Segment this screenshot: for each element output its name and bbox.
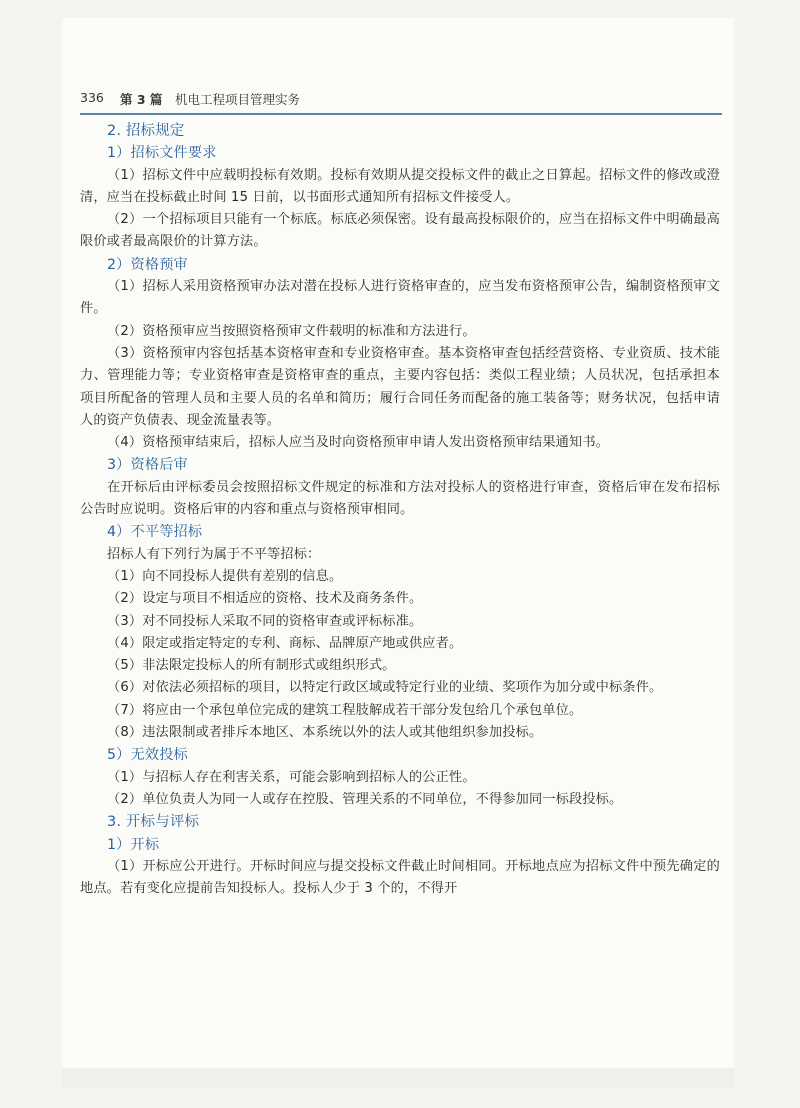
section-heading: 3. 开标与评标	[107, 814, 200, 831]
paragraph: 招标人有下列行为属于不平等招标：	[107, 546, 321, 562]
paragraph: （2）单位负责人为同一人或存在控股、管理关系的不同单位，不得参加同一标段投标。	[107, 791, 623, 807]
paragraph: （4）资格预审结束后，招标人应当及时向资格预审申请人发出资格预审结果通知书。	[107, 435, 610, 451]
page-bottom-edge	[62, 1068, 734, 1088]
subsection-heading: 1）开标	[107, 836, 160, 853]
paragraph: （3）资格预审内容包括基本资格审查和专业资格审查。基本资格审查包括经营资格、专业资质、技术能力、管理能力等；专业资格审查是资格审查的重点，主要内容包括：类似工程业绩；人员状况，包括承担本项目所配备的管理人员和主要人员的名单和简历；履行合同任务而配备的施工装备等；财务状况，包括申请人的资产负债表、现金流量表等。	[80, 345, 720, 428]
list-item: （8）违法限制或者排斥本地区、本系统以外的法人或其他组织参加投标。	[107, 725, 543, 741]
paragraph: （1）开标应公开进行。开标时间应与提交投标文件截止时间相同。开标地点应为招标文件中预先确定的地点。若有变化应提前告知投标人。投标人少于 3 个的，不得开	[80, 858, 720, 897]
section-heading: 2. 招标规定	[107, 123, 185, 139]
paragraph: （2）一个招标项目只能有一个标底。标底必须保密。设有最高投标限价的，应当在招标文件中明确最高限价或者最高限价的计算方法。	[80, 212, 720, 250]
list-item: （4）限定或指定特定的专利、商标、品牌原产地或供应者。	[107, 635, 463, 651]
paragraph: （1）招标文件中应载明投标有效期。投标有效期从提交投标文件的截止之日算起。招标文件的修改或澄清，应当在投标截止时间 15 日前，以书面形式通知所有招标文件接受人。	[80, 167, 720, 205]
page-body	[80, 120, 720, 900]
list-item: （3）对不同投标人采取不同的资格审查或评标标准。	[107, 613, 423, 629]
list-item: （1）向不同投标人提供有差别的信息。	[107, 568, 343, 584]
list-item: （5）非法限定投标人的所有制形式或组织形式。	[107, 658, 396, 674]
list-item: （2）设定与项目不相适应的资格、技术及商务条件。	[107, 591, 423, 607]
paragraph: （1）招标人采用资格预审办法对潜在投标人进行资格审查的，应当发布资格预审公告，编制资格预审文件。	[80, 279, 720, 317]
subsection-heading: 1）招标文件要求	[107, 145, 217, 162]
paragraph: 在开标后由评标委员会按照招标文件规定的标准和方法对投标人的资格进行审查，资格后审在发布招标公告时应说明。资格后审的内容和重点与资格预审相同。	[80, 479, 720, 518]
paragraph: （1）与招标人存在利害关系，可能会影响到招标人的公正性。	[107, 769, 476, 785]
subsection-heading: 2）资格预审	[107, 256, 188, 273]
page-number: 336	[80, 90, 104, 105]
subsection-heading: 5）无效投标	[107, 747, 188, 764]
list-item: （6）对依法必须招标的项目，以特定行政区域或特定行业的业绩、奖项作为加分或中标条件。	[107, 680, 663, 696]
list-item: （7）将应由一个承包单位完成的建筑工程肢解成若干部分发包给几个承包单位。	[107, 702, 583, 718]
paragraph: （2）资格预审应当按照资格预审文件载明的标准和方法进行。	[107, 323, 476, 339]
subsection-heading: 4）不平等招标	[107, 524, 203, 541]
chapter-title: 机电工程项目管理实务	[175, 92, 301, 107]
subsection-heading: 3）资格后审	[107, 457, 188, 474]
running-header	[80, 90, 720, 114]
part-label: 第 3 篇	[120, 92, 163, 107]
header-rule	[80, 113, 722, 115]
